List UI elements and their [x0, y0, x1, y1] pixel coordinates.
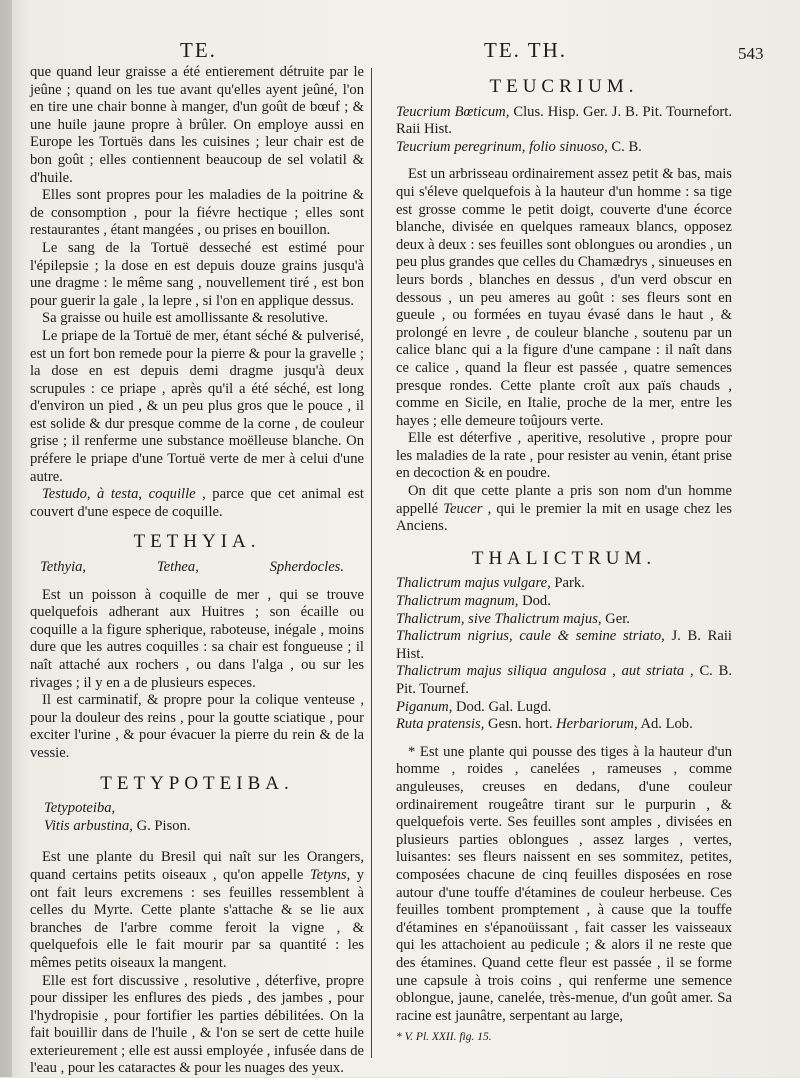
paragraph: Elles sont propres pour les maladies de la poitrine & de consomption , pour la fiévre hectique ; elles sont restaurantes , étant mangées , ou prises en bouillon. — [30, 187, 364, 240]
synonym: Ruta pratensis, Gesn. hort. Herbariorum, Ad. Lob. — [396, 716, 732, 734]
paragraph: Est un arbrisseau ordinairement assez petit & bas, mais qui s'éleve quelquefois à la hauteur d'un homme : sa tige est grosse comme le petit doigt, couverte d'une écorce blanche, divisée en quelques rameaux blancs, opposez deux à deux : ses feuilles sont oblongues ou arondies , un peu plus grandes que celles du Chamædrys , sinueuses en leurs bords , blanches en dessus , d'un verd obscur en dessous , un peu ameres au goût : ses fleurs sont en gueule , ou formées en tuyau évasé dans le haut , & prolongé en levre , de couleur blanche , soutenu par un calice blanc qui a la figure d'une campane : il naît dans ce calice , quand la fleur est passée , quatre semences presque rondes. Cette plante croît aux païs chauds , comme en Sicile, en Italie, proche de la mer, entre les hayes ; elle demeure toûjours verte. — [396, 166, 732, 430]
synonym: Thalictrum magnum, Dod. — [396, 593, 732, 611]
paragraph: Est un poisson à coquille de mer , qui se trouve quelquefois adherant aux Huitres ; son écaille ou coquille a la figure spherique, raboteuse, inégale , moins dure que les autres coquilles : sa chair est fongueuse ; il naît attaché aux rochers , ou dans l'alga , ou sur les rivages ; il y en a de plusieurs especes. — [30, 587, 364, 693]
paragraph: Est une plante du Bresil qui naît sur les Orangers, quand certains petits oiseaux , qu'on appelle Tetyns, y ont fait leurs excremens : ses feuilles ressemblent à celles du Myrte. Cette plante s'attache & se lie aux branches de l'arbre comme feroit la vigne , & quelquefois elle le fait mourir par sa quantité : les mêmes petits oiseaux la mangent. — [30, 849, 364, 972]
paragraph: Le sang de la Tortuë desseché est estimé pour l'épilepsie ; la dose en est depuis douze grains jusqu'à une dragme : le même sang , nouvellement tiré , est bon pour guerir la gale , la lepre , si l'on en applique dessus. — [30, 240, 364, 310]
paragraph: Elle est déterfive , aperitive, resolutive , propre pour les maladies de la rate , pour resister au venin, étant prise en decoction & en poudre. — [396, 430, 732, 483]
footnote: * V. Pl. XXII. fig. 15. — [396, 1029, 732, 1047]
synonym: Tethyia, — [40, 559, 86, 577]
synonym: Tetypoteiba, — [30, 800, 364, 818]
entry-heading-thalictrum: THALICTRUM. — [396, 550, 732, 568]
paragraph: que quand leur graisse a été entierement détruite par le jeûne ; quand on les tue avant qu'elles ayent jeûné, l'on en tire une chair bonne à manger, d'un goût de bœuf ; & une huile jaune propre à brûler. On employe aussi en Europe les Tortuës dans les cuisines ; leur chair est de bon goût ; elles contiennent beaucoup de sel volatil & d'huile. — [30, 64, 364, 187]
paragraph: Le priape de la Tortuë de mer, étant séché & pulverisé, est un fort bon remede pour la pierre & pour la gravelle ; la dose en est depuis demi dragme jusqu'à deux scrupules : ce priape , après qu'il a été séché, est long d'environ un pied , & un peu plus gros que le pouce , il est solide & dur presque comme de la corne , de couleur grise ; il renferme une substance moëlleuse blanche. On préfere le priape d'une Tortuë verte de mer à celui d'une autre. — [30, 328, 364, 486]
column-divider — [371, 68, 372, 1058]
entry-heading-tethyia: TETHYIA. — [30, 533, 364, 551]
synonym: Teucrium peregrinum, folio sinuoso, C. B. — [396, 139, 732, 157]
synonym: Spherdocles. — [270, 559, 344, 577]
paragraph: Testudo, à testa, coquille , parce que cet animal est couvert d'une espece de coquille. — [30, 486, 364, 521]
paragraph: On dit que cette plante a pris son nom d'un homme appellé Teucer , qui le premier la mit en usage chez les Anciens. — [396, 483, 732, 536]
synonym: Teucrium Bœticum, Clus. Hisp. Ger. J. B. Pit. Tournefort. Raii Hist. — [396, 104, 732, 139]
entry-heading-teucrium: TEUCRIUM. — [396, 78, 732, 96]
paragraph: * Est une plante qui pousse des tiges à la hauteur d'un homme , roides , canelées , rameuses , comme anguleuses, creuses en dedans, d'une couleur ordinairement rougeâtre tirant sur le purpurin , & quelquefois verte. Ses feuilles sont amples , divisées en plusieurs parties oblongues , assez larges , vertes, luisantes: ses fleurs naissent en ses sommitez, petites, composées chacune de cinq feuilles disposées en rose autour d'une touffe d'étamines de couleur herbeuse. Ces feuilles tombent promptement , à cause que la touffe d'étamines en s'épanoüissant , fait casser les vaisseaux qui les attachoient au pedicule ; & alors il ne reste que des étamines. Quand cette fleur est passée , il se forme une capsule à trois coins , qui renferme une semence oblongue, jaune, canelée, très-menue, d'un goût amer. Sa racine est jaunâtre, serpentant au large, — [396, 744, 732, 1026]
synonym: Vitis arbustina, G. Pison. — [30, 818, 364, 836]
header-left: TE. — [180, 38, 217, 63]
right-column — [396, 64, 732, 1047]
paragraph: Elle est fort discussive , resolutive , déterfive, propre pour dissiper les enflures des pieds , des jambes , pour l'hydropisie , pour fortifier les parties débilitées. On la fait bouillir dans de l'huile , & l'on se sert de cette huile exterieurement ; elle est aussi employée , infusée dans de l'eau , pour les cataractes & pour les nuages des yeux. — [30, 973, 364, 1078]
page-binding-shadow — [0, 0, 12, 1077]
entry-heading-tetypoteiba: TETYPOTEIBA. — [30, 775, 364, 793]
synonym: Thalictrum majus vulgare, Park. — [396, 575, 732, 593]
synonym: Thalictrum, sive Thalictrum majus, Ger. — [396, 611, 732, 629]
synonym-row — [30, 559, 364, 577]
latin-term: Testudo, à testa, coquille — [42, 486, 196, 502]
page-number: 543 — [738, 44, 764, 64]
header-right: TE. TH. — [484, 38, 567, 63]
synonym: Thalictrum majus siliqua angulosa , aut striata , C. B. Pit. Tournef. — [396, 663, 732, 698]
paragraph: Il est carminatif, & propre pour la colique venteuse , pour la douleur des reins , pour la goutte sciatique , pour exciter l'urine , & pour évacuer la pierre du rein & de la vessie. — [30, 692, 364, 762]
left-column — [30, 64, 364, 1078]
paragraph: Sa graisse ou huile est amollissante & resolutive. — [30, 310, 364, 328]
synonym: Thalictrum nigrius, caule & semine striato, J. B. Raii Hist. — [396, 628, 732, 663]
synonym: Piganum, Dod. Gal. Lugd. — [396, 699, 732, 717]
synonym: Tethea, — [157, 559, 199, 577]
